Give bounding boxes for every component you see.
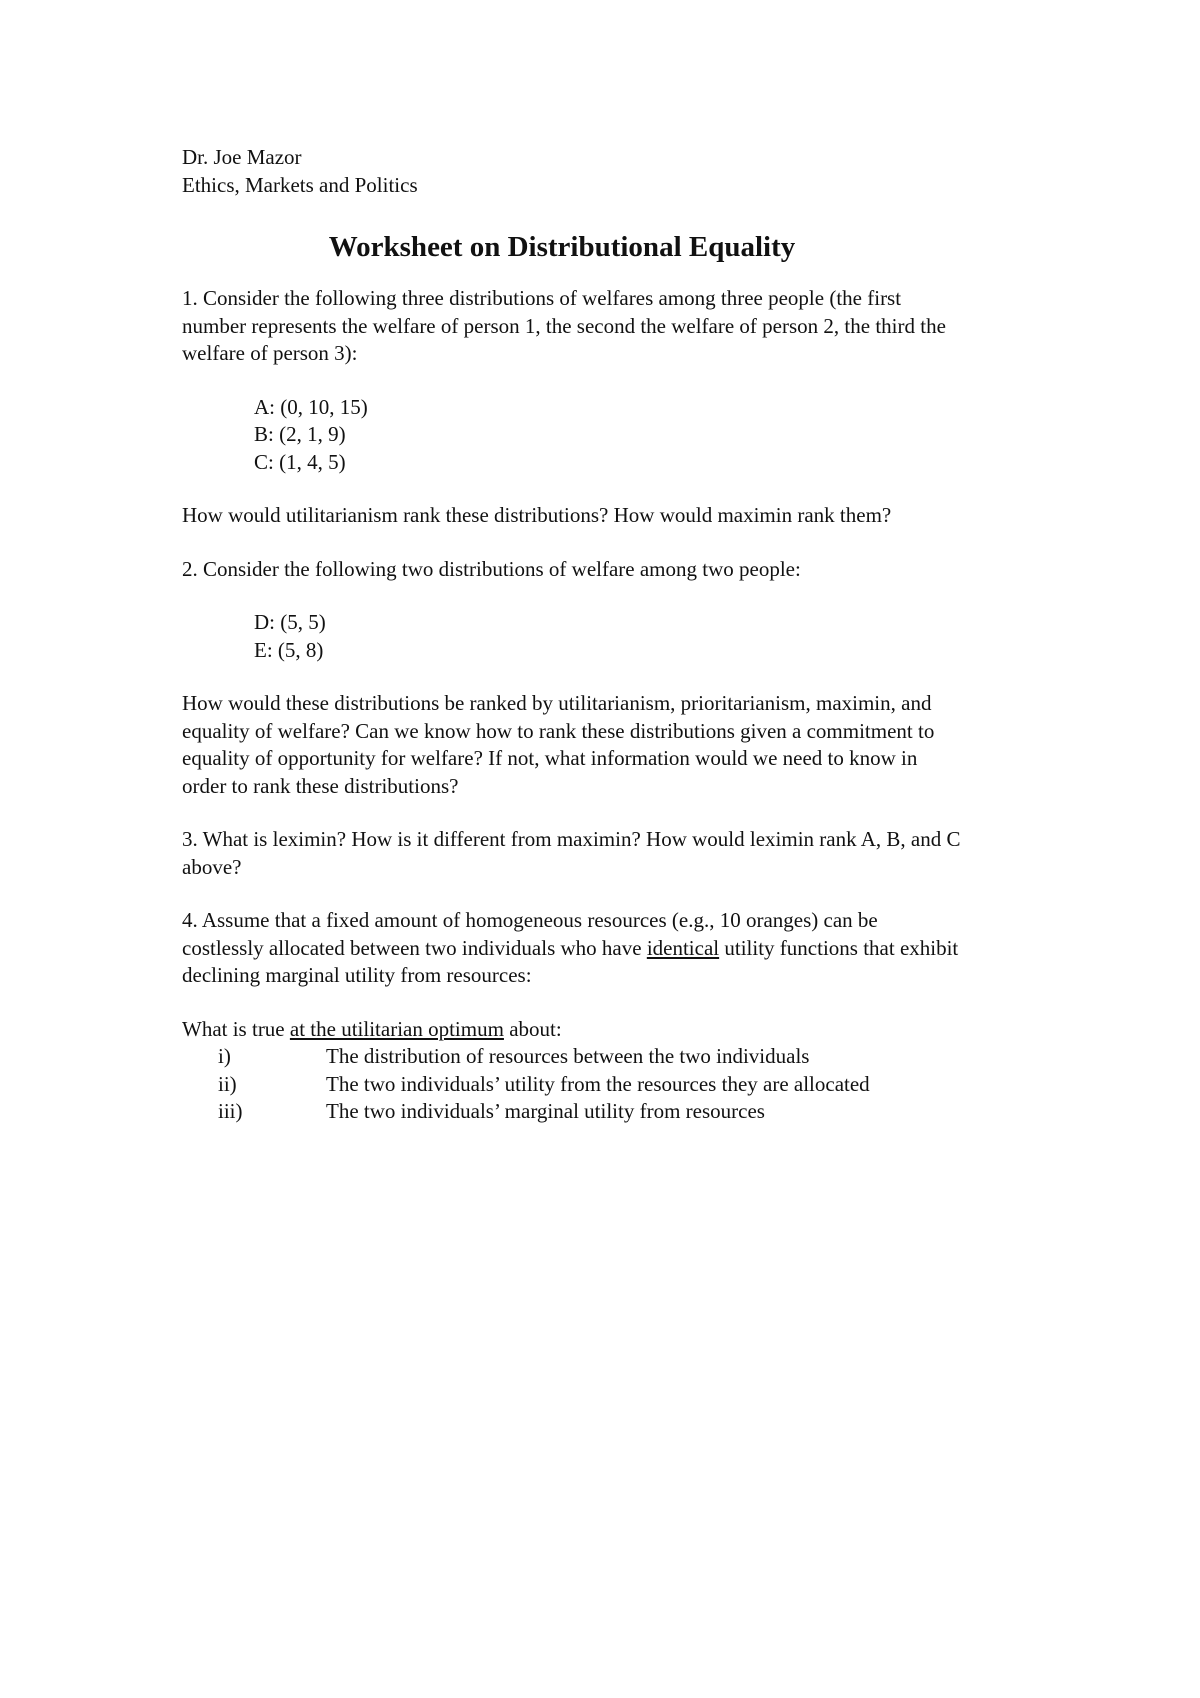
question-4-underlined-term: identical	[646, 935, 720, 960]
question-3: 3. What is leximin? How is it different from maximin? How would leximin rank A, B, and C above?	[182, 827, 961, 879]
question-2-prompt: How would these distributions be ranked by utilitarianism, prioritarianism, maximin, and equality of welfare? Can we know how to rank these distributions given a commitment to equality of opportunity for welfare? If not, what information would we need to know in order to rank these distributions?	[182, 691, 935, 798]
list-item-text: The distribution of resources between the two individuals	[326, 1044, 810, 1068]
distribution-b: B: (2, 1, 9)	[254, 422, 346, 446]
list-item-text: The two individuals’ utility from the resources they are allocated	[326, 1071, 870, 1096]
question-4-prompt-before: What is true	[182, 1016, 290, 1041]
list-item-number: iii)	[218, 1099, 243, 1123]
question-2-distributions	[182, 609, 1042, 664]
list-item-number: ii)	[218, 1071, 237, 1096]
list-item-number: i)	[218, 1044, 231, 1068]
question-4-intro	[182, 907, 962, 990]
list-item	[182, 1043, 1042, 1071]
list-item-text: The two individuals’ marginal utility from resources	[326, 1099, 765, 1123]
question-1-intro: 1. Consider the following three distributions of welfares among three people (the first number represents the welfare of person 1, the second the welfare of person 2, the third the welfare of person 3):	[182, 286, 946, 365]
question-1-distributions	[182, 394, 1042, 477]
distribution-c: C: (1, 4, 5)	[254, 449, 346, 474]
question-4-prompt	[182, 1016, 1042, 1044]
distribution-d: D: (5, 5)	[254, 610, 326, 634]
distribution-e: E: (5, 8)	[254, 637, 324, 662]
course-name: Ethics, Markets and Politics	[182, 172, 418, 197]
question-4-intro-after: utility functions that exhibit declining marginal utility from resources:	[182, 935, 959, 987]
document-page	[182, 144, 1042, 1126]
page-title: Worksheet on Distributional Equality	[328, 231, 796, 263]
list-item	[182, 1071, 1042, 1099]
question-4-items	[182, 1043, 1042, 1126]
distribution-a: A: (0, 10, 15)	[254, 394, 368, 419]
question-4-prompt-underlined: at the utilitarian optimum	[289, 1016, 504, 1041]
question-1-prompt: How would utilitarianism rank these distributions? How would maximin rank them?	[182, 503, 892, 527]
question-4-intro-before: 4. Assume that a fixed amount of homogeneous resources (e.g., 10 oranges) can be costlessly allocated between two individuals who have	[182, 908, 878, 960]
author-name: Dr. Joe Mazor	[182, 145, 302, 169]
question-4-prompt-after: about:	[503, 1016, 562, 1041]
question-2-intro: 2. Consider the following two distributions of welfare among two people:	[182, 556, 801, 581]
list-item	[182, 1098, 1042, 1126]
